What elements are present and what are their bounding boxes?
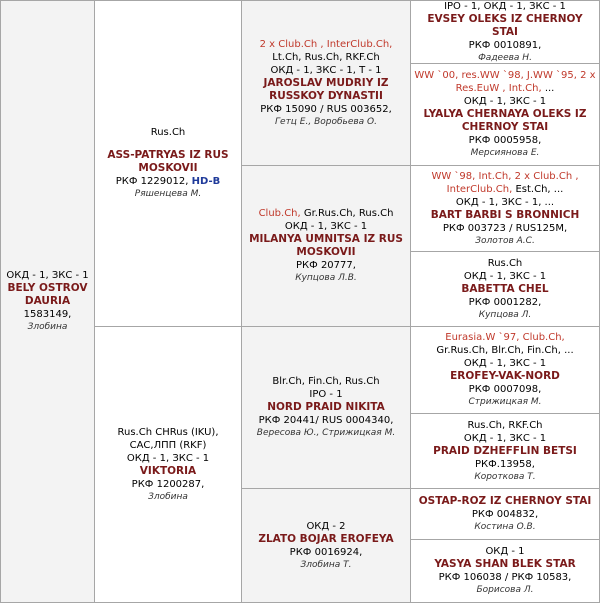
sds-tests: ОКД - 1, ЗКС - 1, ...: [455, 196, 555, 208]
dss-name[interactable]: EROFEY-VAK-NORD: [450, 370, 560, 382]
ss-tests: ОКД - 1, ЗКС - 1, Т - 1: [270, 64, 382, 76]
subject-cell: [0, 0, 95, 603]
dsd-cell: [410, 413, 600, 489]
subject-name[interactable]: BELY OSTROV DAURIA: [7, 282, 88, 307]
dd-breeder: Злобина Т.: [300, 559, 352, 570]
ss-titles: Lt.Ch, Rus.Ch, RKF.Ch: [272, 51, 380, 63]
sds-reg: РКФ 003723 / RUS125M,: [442, 222, 568, 234]
ddd-cell: [410, 539, 600, 603]
dd-name[interactable]: ZLATO BOJAR EROFEYA: [258, 532, 394, 545]
sire-hd-badge: HD-B: [191, 176, 221, 187]
ssd-tests: ОКД - 1, ЗКС - 1: [463, 96, 547, 107]
ssd-breeder: Мерсиянова Е.: [470, 148, 540, 158]
sss-breeder: Фадеева Н.: [478, 52, 532, 63]
ssd-red-line: [414, 69, 596, 95]
sds-cell: [410, 165, 600, 252]
sd-titles-line: [259, 207, 394, 220]
sire-reg: РКФ 1229012,: [115, 176, 189, 187]
ss-red-titles: 2 x Club.Ch , InterClub.Ch,: [259, 38, 393, 50]
ddd-tests: ОКД - 1: [485, 546, 525, 557]
ddd-reg: РКФ 106038 / РКФ 10583,: [438, 572, 572, 583]
ddd-breeder: Борисова Л.: [476, 585, 534, 595]
ssd-cell: [410, 63, 600, 166]
ds-name[interactable]: NORD PRAID NIKITA: [267, 401, 385, 413]
subject-tests: ОКД - 1, ЗКС - 1: [6, 270, 89, 281]
sdd-titles: Rus.Ch: [487, 257, 523, 269]
dam-reg: РКФ 1200287,: [131, 478, 205, 490]
sdd-tests: ОКД - 1, ЗКС - 1: [463, 270, 547, 282]
sds-titles-tail: Est.Ch, ...: [512, 183, 564, 195]
dam-tests: ОКД - 1, ЗКС - 1: [126, 452, 210, 464]
sss-cell: [410, 0, 600, 64]
dds-cell: [410, 488, 600, 540]
ssd-red-titles: WW `00, res.WW `98, J.WW `95, 2 x Res.EuW , Int.Ch,: [414, 70, 596, 94]
dss-titles: Gr.Rus.Ch, Blr.Ch, Fin.Ch, ...: [436, 345, 574, 356]
dam-titles-2: САС,ЛПП (RKF): [129, 439, 207, 451]
dsd-reg: РКФ.13958,: [475, 458, 535, 470]
sss-name[interactable]: EVSEY OLEKS IZ CHERNOY STAI: [427, 12, 583, 38]
dds-breeder: Костина О.В.: [474, 521, 536, 532]
sds-titles-line: [447, 183, 564, 196]
ds-breeder: Вересова Ю., Стрижицкая М.: [256, 428, 396, 438]
dsd-name[interactable]: PRAID DZHEFFLIN BETSI: [433, 444, 577, 457]
sds-red-titles-1: WW `98, Int.Ch, 2 x Club.Ch ,: [431, 170, 579, 182]
dss-red-titles: Eurasia.W `97, Club.Ch,: [445, 332, 565, 343]
sire-name[interactable]: ASS-PATRYAS IZ RUS MOSKOVII: [107, 149, 229, 174]
ds-tests: IPO - 1: [309, 389, 343, 400]
dss-reg: РКФ 0007098,: [468, 384, 542, 395]
sd-breeder: Купцова Л.В.: [295, 273, 357, 283]
dd-cell: [241, 488, 411, 603]
ssd-red-tail: ...: [541, 83, 555, 94]
dsd-titles: Rus.Ch, RKF.Ch: [467, 419, 543, 431]
dd-tests: ОКД - 2: [306, 520, 346, 532]
sire-reg-line: [116, 175, 220, 188]
dds-reg: РКФ 004832,: [471, 508, 539, 520]
sss-tests: IPO - 1, ОКД - 1, ЗКС - 1: [444, 0, 566, 12]
dam-name[interactable]: VIKTORIA: [139, 464, 197, 477]
dam-titles-1: Rus.Ch CHRus (IKU),: [117, 426, 219, 438]
sd-reg: РКФ 20777,: [296, 260, 356, 271]
ds-reg: РКФ 20441/ RUS 0004340,: [258, 415, 394, 426]
sds-breeder: Золотов А.С.: [475, 235, 535, 246]
ss-cell: [241, 0, 411, 166]
sd-name[interactable]: MILANYA UMNITSA IZ RUS MOSKOVII: [249, 233, 403, 258]
sd-tests: ОКД - 1, ЗКС - 1: [284, 221, 368, 232]
sdd-breeder: Купцова Л.: [478, 309, 532, 320]
sss-reg: РКФ 0010891,: [468, 39, 542, 51]
subject-reg: 1583149,: [23, 309, 72, 320]
sdd-cell: [410, 251, 600, 327]
sd-cell: [241, 165, 411, 327]
dds-name[interactable]: OSTAP-ROZ IZ CHERNOY STAI: [418, 494, 592, 507]
subject-breeder: Злобина: [27, 322, 68, 332]
ss-name[interactable]: JAROSLAV MUDRIY IZ RUSSKOY DYNASTII: [263, 76, 389, 102]
ss-reg: РКФ 15090 / RUS 003652,: [260, 103, 392, 115]
ssd-reg: РКФ 0005958,: [468, 135, 542, 146]
sds-name[interactable]: BART BARBI S BRONNICH: [430, 208, 580, 221]
ss-breeder: Гетц Е., Воробьева О.: [275, 116, 377, 127]
ds-cell: [241, 326, 411, 489]
sds-red-titles-2: InterClub.Ch,: [446, 183, 513, 195]
ds-titles: Blr.Ch, Fin.Ch, Rus.Ch: [272, 376, 380, 387]
sdd-reg: РКФ 0001282,: [468, 296, 542, 308]
dd-reg: РКФ 0016924,: [289, 546, 363, 558]
dsd-breeder: Короткова Т.: [474, 471, 536, 482]
dam-cell: [94, 326, 242, 603]
dam-breeder: Злобина: [148, 491, 188, 502]
dss-cell: [410, 326, 600, 414]
dss-tests: ОКД - 1, ЗКС - 1: [463, 358, 547, 369]
sdd-name[interactable]: BABETTA CHEL: [461, 282, 549, 295]
sd-titles: Gr.Rus.Ch, Rus.Ch: [300, 208, 394, 219]
dsd-tests: ОКД - 1, ЗКС - 1: [463, 432, 547, 444]
sd-red-titles: Club.Ch,: [258, 208, 301, 219]
sire-titles: Rus.Ch: [150, 127, 186, 138]
sire-cell: [94, 0, 242, 327]
ddd-name[interactable]: YASYA SHAN BLEK STAR: [434, 558, 576, 570]
ssd-name[interactable]: LYALYA CHERNAYA OLEKS IZ CHERNOY STAI: [423, 108, 587, 133]
sire-breeder: Ряшенцева М.: [134, 189, 202, 199]
dss-breeder: Стрижицкая М.: [468, 397, 542, 407]
